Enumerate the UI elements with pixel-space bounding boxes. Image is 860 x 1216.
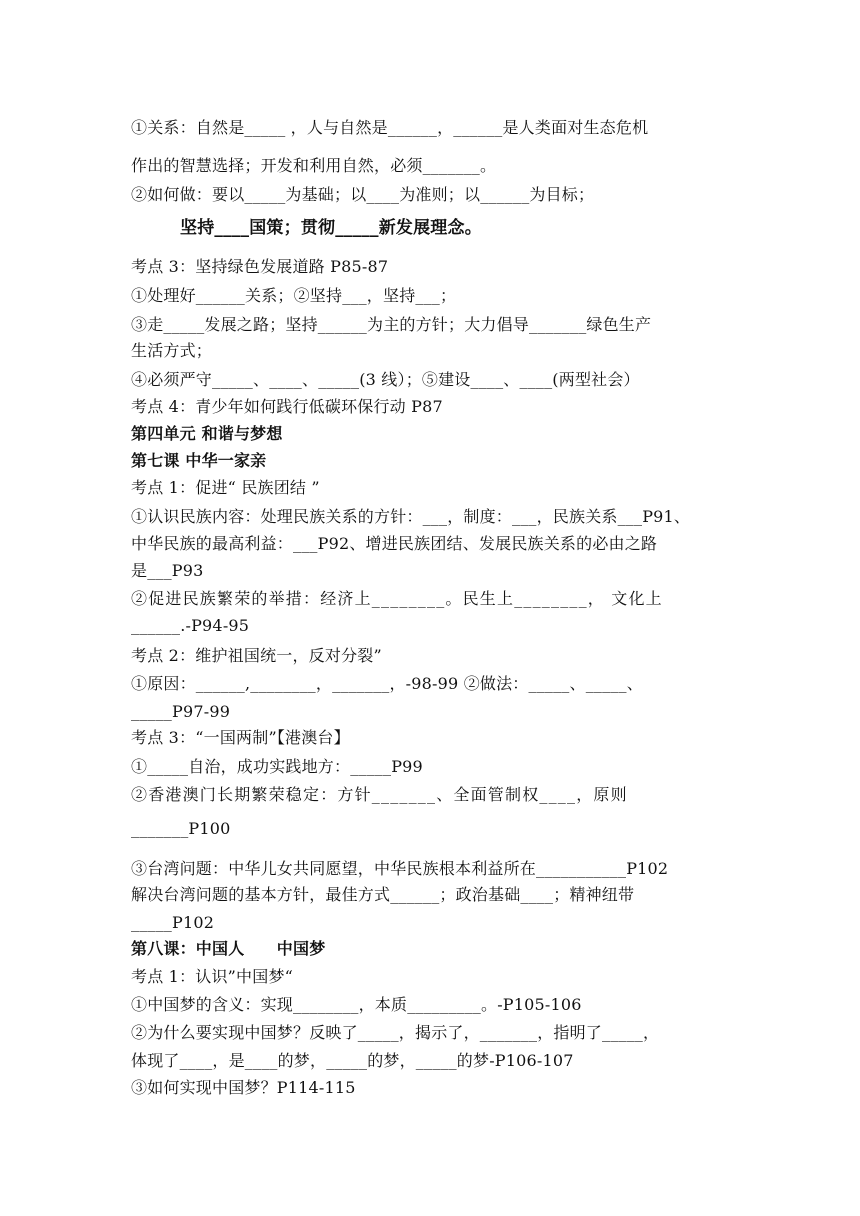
- line-lifestyle: 生活方式；: [131, 341, 213, 360]
- lesson-7-title: 第七课 中华一家亲: [131, 451, 267, 470]
- line-hk-macao: ②香港澳门长期繁荣稳定：方针_______、全面管制权____，原则: [131, 785, 628, 804]
- lesson-8-title: 第八课：中国人 中国梦: [131, 939, 326, 958]
- line-autonomy: ①_____自治，成功实践地方：_____P99: [131, 757, 423, 776]
- line-relation: ①关系：自然是_____ ，人与自然是______，______是人类面对生态危机: [131, 118, 649, 137]
- line-reasons-methods: ①原因：______,________，_______，-98-99 ②做法：_____、_____、: [131, 674, 643, 693]
- lesson-7-kaodian-3: 考点 3：“一国两制”【港澳台】: [131, 728, 350, 747]
- lesson-7-kaodian-2: 考点 2：维护祖国统一，反对分裂”: [131, 646, 382, 665]
- line-green-path: ③走_____发展之路；坚持______为主的方针；大力倡导_______绿色生产: [131, 315, 652, 334]
- kaodian-3-heading: 考点 3：坚持绿色发展道路 P85-87: [131, 257, 389, 276]
- unit-4-title: 第四单元 和谐与梦想: [131, 424, 283, 443]
- line-how-to: ②如何做：要以_____为基础；以____为准则；以______为目标；: [131, 185, 595, 204]
- line-p93: 是___P93: [131, 561, 204, 580]
- line-relation-cont: 作出的智慧选择；开发和利用自然，必须_______。: [131, 156, 497, 175]
- line-p97: _____P97-99: [131, 702, 231, 721]
- line-why-dream: ②为什么要实现中国梦？反映了_____，揭示了，_______，指明了_____，: [131, 1023, 660, 1042]
- line-how-dream: ③如何实现中国梦？P114-115: [131, 1078, 356, 1097]
- lesson-8-kaodian-1: 考点 1：认识”中国梦“: [131, 967, 294, 986]
- line-taiwan: ③台湾问题：中华儿女共同愿望，中华民族根本利益所在___________P102: [131, 859, 669, 878]
- line-dream-meaning: ①中国梦的含义：实现________，本质_________。-P105-106: [131, 995, 582, 1014]
- kaodian-4-heading: 考点 4：青少年如何践行低碳环保行动 P87: [131, 397, 443, 416]
- line-embody: 体现了____，是____的梦，_____的梦，_____的梦-P106-107: [131, 1051, 574, 1070]
- line-handle-relations: ①处理好______关系；②坚持___，坚持___；: [131, 286, 457, 305]
- line-p94: ______.-P94-95: [131, 616, 250, 635]
- line-three-lines: ④必须严守_____、____、_____(3 线）；⑤建设____、____(两型社会）: [131, 370, 640, 389]
- line-p100: _______P100: [131, 819, 231, 838]
- line-adhere-policy: 坚持____国策；贯彻_____新发展理念。: [180, 218, 482, 238]
- line-highest-interest: 中华民族的最高利益：___P92、增进民族团结、发展民族关系的必由之路: [131, 534, 658, 553]
- lesson-7-kaodian-1: 考点 1：促进“ 民族团结 ”: [131, 478, 320, 497]
- line-prosperity: ②促进民族繁荣的举措：经济上________。民生上________， 文化上: [131, 589, 663, 608]
- line-ethnic-content: ①认识民族内容：处理民族关系的方针：___，制度：___，民族关系___P91、: [131, 507, 691, 526]
- line-p102: _____P102: [131, 913, 215, 932]
- line-taiwan-policy: 解决台湾问题的基本方针，最佳方式______；政治基础____；精神纽带: [131, 885, 635, 904]
